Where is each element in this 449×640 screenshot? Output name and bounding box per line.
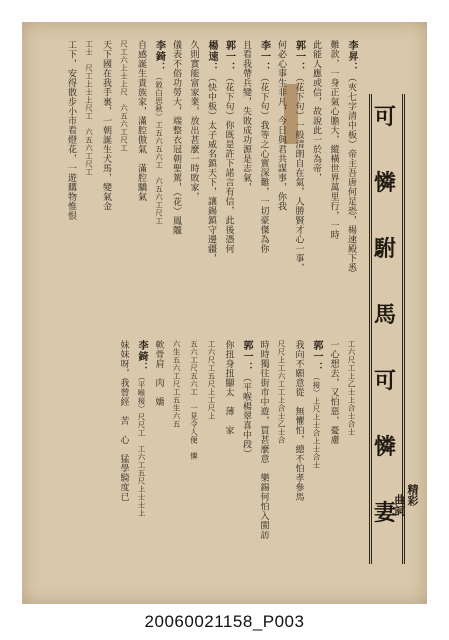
lyric-column <box>220 340 239 590</box>
lyric-column <box>80 40 99 340</box>
lyric-column <box>115 40 134 340</box>
speaker-name: 李昇： <box>346 40 357 73</box>
title-char: 可 <box>374 368 397 394</box>
lyric-column <box>97 40 116 340</box>
speaker-name: 郭一： <box>223 40 235 73</box>
lyric-line: 天下國在我手裏，一朝誕生犬馬，變氣金 <box>101 40 111 211</box>
lyric-line: （夾七字清中板）帝主吾唐何足恐，楊速殿下悉 <box>346 73 356 273</box>
lyric-line: 我向不願意從 無懼怕，總不怕孝參馬 <box>293 340 304 502</box>
subtitle-2: 曲詞 <box>393 494 406 516</box>
lyric-line: （花下句）一般清朗自在氣，人勝賢才心一事， <box>293 73 304 273</box>
lyric-line: （花下句）我等之心實深難，一切豪傑為你 <box>258 73 269 254</box>
lyric-column <box>307 40 326 340</box>
speaker-name: 郭一： <box>293 40 305 73</box>
lyric-line: 工六尺工五尺上工尺上 <box>207 340 216 420</box>
title-char: 妻 <box>374 500 397 526</box>
lyric-line: 工六尺工上乙士上合士合士 <box>347 340 356 436</box>
lyric-column <box>185 40 204 340</box>
speaker-name: 李一： <box>258 40 270 73</box>
lyric-column <box>290 340 309 590</box>
lyric-column <box>290 40 309 340</box>
speaker-name: 郭一： <box>311 340 322 373</box>
lyric-line: （平喉楊翠喜中段） <box>241 373 251 459</box>
lyric-line: 你扭身扭腳太 薄 家 <box>223 340 234 435</box>
lyric-column <box>150 340 169 590</box>
lyric-column <box>185 340 204 590</box>
lyric-line: （花下句）你既是許下諾言有信，此後憑何 <box>223 73 234 254</box>
subtitle-1: 精彩 <box>406 484 419 506</box>
title-char: 憐 <box>374 434 397 460</box>
title-char: 可 <box>374 104 397 130</box>
speaker-name: 李錡： <box>136 340 147 373</box>
lyric-column <box>237 340 256 590</box>
lyric-line: 尺尺上工六工工上合士乙士合 <box>277 340 286 444</box>
lyric-line: 工下，安得散步小市看燈花，一遊購物惟恨 <box>66 40 76 221</box>
lyric-column <box>132 340 151 590</box>
lyric-column <box>115 340 134 590</box>
lyric-column <box>167 340 186 590</box>
lyric-line: 尺工六上士上尺 六五六工尺工 <box>119 40 129 152</box>
archive-caption: 20060021158_P003 <box>144 612 305 631</box>
lyric-line: 久則實能富家業，放出甚麼一時敗家， <box>188 40 199 202</box>
lyric-column <box>150 40 169 340</box>
lyric-column <box>255 40 274 340</box>
lyric-line: 五六工尺五六工 一見令人便 憐 <box>189 340 199 460</box>
lyric-line: 妹妹呀，我曾經 苦 心 猛學騎度已 <box>118 340 129 502</box>
title-char: 憐 <box>374 170 397 196</box>
lyric-line: 一心想去，又怕惡，憂慮 <box>328 340 339 445</box>
lyric-line: 儀表不俗功勞大，端整衣冠朝聖駕，（花）鳳隴 <box>171 40 181 235</box>
lyric-column <box>62 40 81 340</box>
lyric-line: （快中板）太子威名鎮天下，讓錫鎮守邊疆， <box>206 73 216 263</box>
speaker-name: 郭一： <box>241 340 252 373</box>
lyric-line: 軟骨肩 肉 嬌 <box>153 340 164 407</box>
document-page <box>22 22 427 604</box>
lyric-column <box>342 340 361 590</box>
speaker-name: 楊速： <box>206 40 217 73</box>
lyric-line: 時時獨往街市中遊，買甚麼意 樂錫何怕入閩訪 <box>258 340 269 540</box>
lyric-column <box>255 340 274 590</box>
lyric-line: 此能人應或信，故說此一於為帝， <box>311 40 321 183</box>
lyric-line: 難款，一身正氣心膽大，縱橫世界萬里行，一時 <box>328 40 339 240</box>
lyric-column <box>272 40 291 340</box>
lyric-column <box>220 40 239 340</box>
title-char: 駙 <box>374 236 397 262</box>
lyric-column <box>132 40 151 340</box>
lyric-line: （平喉接）尺尺工 工六工五尺上士士上 <box>137 373 146 517</box>
lyric-column <box>307 340 326 590</box>
lyric-column <box>237 40 256 340</box>
lyric-line: 自感誕生貴族家，滿腔傲氣 滿腔驕氣 <box>136 40 146 202</box>
lyric-column <box>202 40 221 340</box>
lyric-column <box>325 340 344 590</box>
lyric-column <box>272 340 291 590</box>
lyric-line: 六生五六工尺工五生六五 <box>172 340 181 428</box>
title-char: 馬 <box>374 302 397 328</box>
lyric-line: 且看我帶兵變，失敗成功源是志氣， <box>241 40 251 192</box>
lyric-line: （敘白思秋）工五六五六工 六五六工尺工 <box>154 73 164 225</box>
lyric-column <box>202 340 221 590</box>
lyric-line: 何必心事生非凡，今日與君共謀事，你我 <box>276 40 286 211</box>
lyric-column <box>325 40 344 340</box>
lyric-line: （接）上尺上士合上士合士 <box>312 373 321 469</box>
lyric-line: 工士 尺工上士上尺工 六五六工尺工 <box>84 40 94 176</box>
lyric-column <box>342 40 361 340</box>
speaker-name: 李錡： <box>153 40 165 73</box>
lyric-column <box>167 40 186 340</box>
